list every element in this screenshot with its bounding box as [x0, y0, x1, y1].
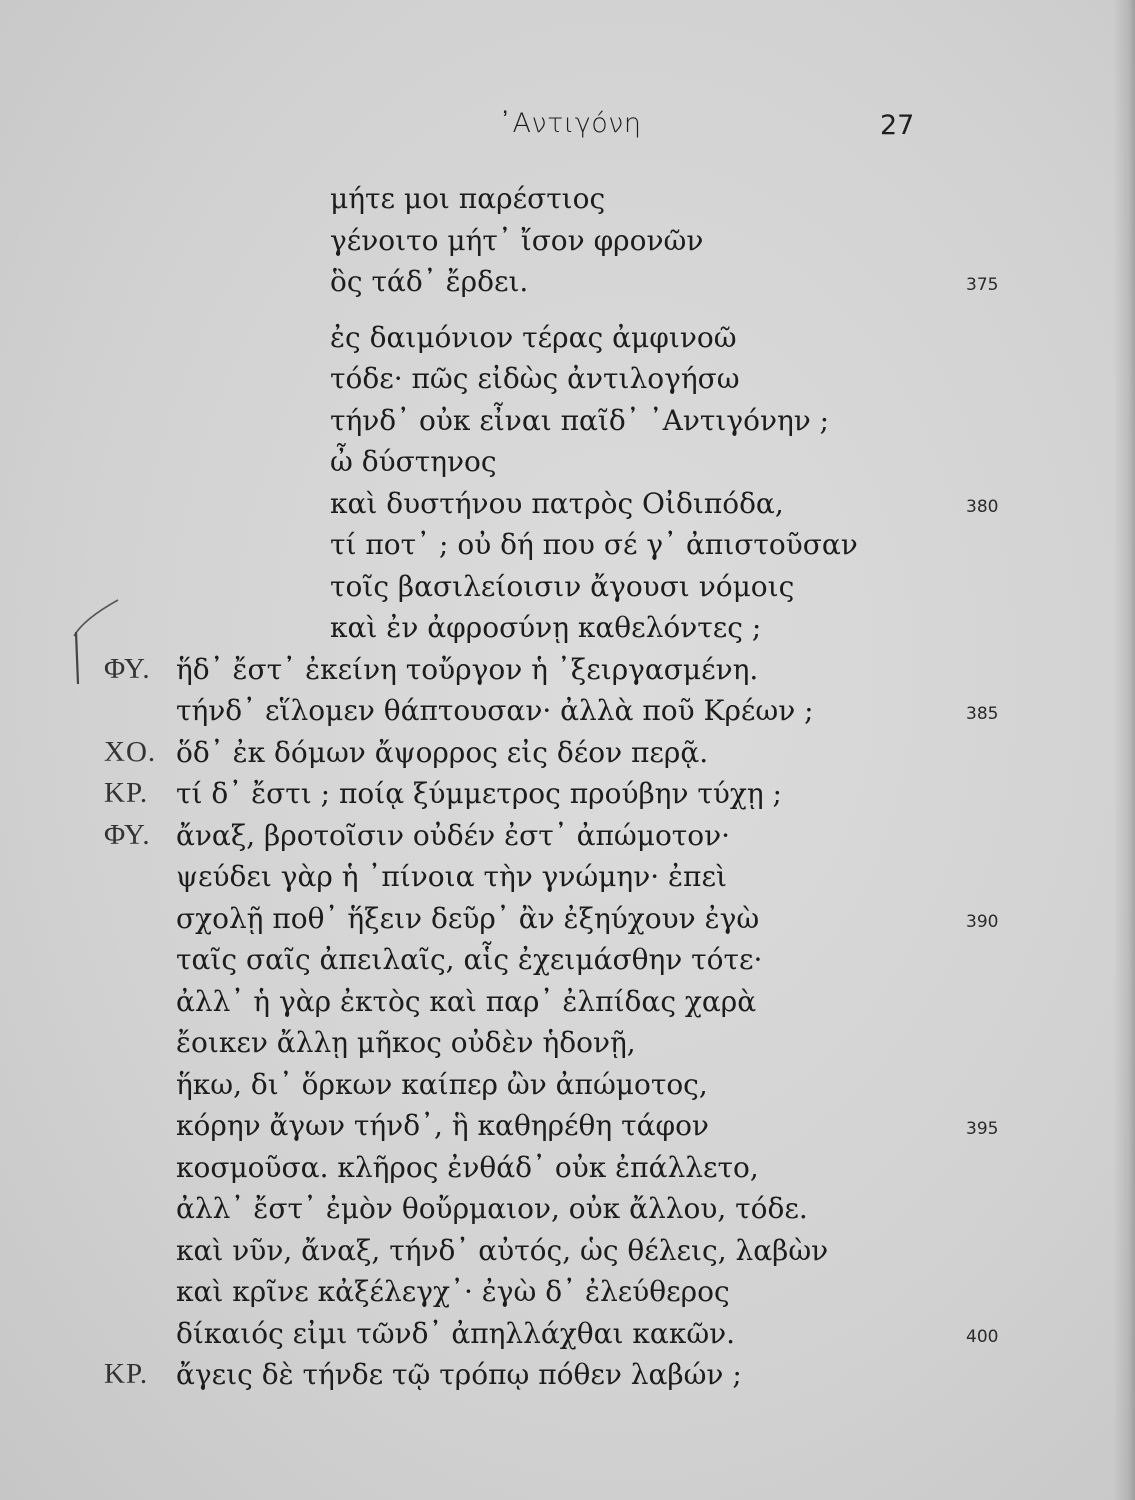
verse-line: [0, 860, 1135, 904]
verse-line: [0, 182, 1135, 226]
verse-text: μήτε μοι παρέστιος: [330, 182, 606, 215]
line-number: 375: [966, 275, 999, 295]
verse-text: καὶ ἐν ἀφροσύνῃ καθελόντες ;: [330, 611, 762, 644]
verse-line: [0, 487, 1135, 531]
verse-text: ὃς τάδ᾿ ἔρδει.: [330, 265, 529, 298]
verse-line: [0, 1026, 1135, 1070]
verse-text: ψεύδει γὰρ ἡ ᾿πίνοια τὴν γνώμην· ἐπεὶ: [176, 860, 727, 893]
verse-line: [0, 321, 1135, 365]
verse-line: [0, 362, 1135, 406]
verse-line: [0, 777, 1135, 821]
running-title: ᾿Αντιγόνη: [498, 108, 642, 139]
verse-text: ἐς δαιμόνιον τέρας ἀμφινοῶ: [330, 321, 737, 354]
speaker-label: ΦΥ.: [104, 653, 151, 685]
speaker-label: ΚΡ.: [104, 777, 149, 809]
verse-line: [0, 819, 1135, 863]
verse-text: ἄγεις δὲ τήνδε τῷ τρόπῳ πόθεν λαβών ;: [176, 1358, 742, 1391]
verse-text: σχολῇ ποθ᾿ ἥξειν δεῦρ᾿ ἂν ἐξηύχουν ἐγὼ: [176, 902, 760, 935]
verse-text: γένοιτο μήτ᾿ ἴσον φρονῶν: [330, 224, 704, 257]
speaker-label: ΧΟ.: [104, 736, 157, 768]
verse-text: ἀλλ᾿ ἡ γὰρ ἐκτὸς καὶ παρ᾿ ἐλπίδας χαρὰ: [176, 985, 757, 1018]
line-number: 395: [966, 1119, 999, 1139]
verse-line: [0, 1068, 1135, 1112]
verse-line: [0, 1358, 1135, 1402]
verse-line: [0, 653, 1135, 697]
verse-line: [0, 265, 1135, 309]
verse-line: [0, 404, 1135, 448]
verse-line: [0, 736, 1135, 780]
verse-line: [0, 943, 1135, 987]
verse-text: ἥδ᾿ ἔστ᾿ ἐκείνη τοὔργον ἡ ᾿ξειργασμένη.: [176, 653, 759, 686]
verse-line: [0, 570, 1135, 614]
verse-text: τήνδ᾿ εἵλομεν θάπτουσαν· ἀλλὰ ποῦ Κρέων ;: [176, 694, 814, 727]
speaker-label: ΦΥ.: [104, 819, 151, 851]
verse-text: τόδε· πῶς εἰδὼς ἀντιλογήσω: [330, 362, 740, 395]
verse-line: [0, 902, 1135, 946]
verse-line: [0, 1317, 1135, 1361]
verse-line: [0, 611, 1135, 655]
verse-line: [0, 694, 1135, 738]
verse-text: ἄναξ, βροτοῖσιν οὐδέν ἐστ᾿ ἀπώμοτον·: [176, 819, 731, 852]
verse-text: κόρην ἄγων τήνδ᾿, ἣ καθηρέθη τάφον: [176, 1109, 709, 1142]
verse-text: ἥκω, δι᾿ ὅρκων καίπερ ὢν ἀπώμοτος,: [176, 1068, 708, 1101]
page-number: 27: [880, 110, 915, 141]
line-number: 385: [966, 704, 999, 724]
verse-line: [0, 1275, 1135, 1319]
verse-line: [0, 1151, 1135, 1195]
verse-line: [0, 985, 1135, 1029]
verse-text: ὅδ᾿ ἐκ δόμων ἄψορρος εἰς δέον περᾷ.: [176, 736, 709, 769]
verse-line: [0, 1109, 1135, 1153]
verse-text: ἔοικεν ἄλλῃ μῆκος οὐδὲν ἡδονῇ,: [176, 1026, 636, 1059]
verse-text: ταῖς σαῖς ἀπειλαῖς, αἷς ἐχειμάσθην τότε·: [176, 943, 763, 976]
verse-text: τοῖς βασιλείοισιν ἄγουσι νόμοις: [330, 570, 795, 603]
verse-text: ἀλλ᾿ ἔστ᾿ ἐμὸν θοὔρμαιον, οὐκ ἄλλου, τόδε.: [176, 1192, 808, 1225]
verse-text: τί ποτ᾿ ; οὐ δή που σέ γ᾿ ἀπιστοῦσαν: [330, 528, 858, 561]
verse-line: [0, 1192, 1135, 1236]
verse-line: [0, 445, 1135, 489]
line-number: 390: [966, 912, 999, 932]
verse-line: [0, 528, 1135, 572]
line-number: 380: [966, 497, 999, 517]
verse-text: κοσμοῦσα. κλῆρος ἐνθάδ᾿ οὐκ ἐπάλλετο,: [176, 1151, 759, 1184]
verse-text: καὶ δυστήνου πατρὸς Οἰδιπόδα,: [330, 487, 784, 520]
verse-text: δίκαιός εἰμι τῶνδ᾿ ἀπηλλάχθαι κακῶν.: [176, 1317, 736, 1350]
line-number: 400: [966, 1327, 999, 1347]
verse-line: [0, 224, 1135, 268]
verse-text: τί δ᾿ ἔστι ; ποίᾳ ξύμμετρος προύβην τύχῃ ;: [176, 777, 782, 810]
verse-text: καὶ νῦν, ἄναξ, τήνδ᾿ αὐτός, ὡς θέλεις, λαβὼν: [176, 1234, 829, 1267]
verse-text: καὶ κρῖνε κἀξέλεγχ᾿· ἐγὼ δ᾿ ἐλεύθερος: [176, 1275, 730, 1308]
verse-line: [0, 1234, 1135, 1278]
verse-text: τήνδ᾿ οὐκ εἶναι παῖδ᾿ ᾿Αντιγόνην ;: [330, 404, 830, 437]
speaker-label: ΚΡ.: [104, 1358, 149, 1390]
verse-text: ὦ δύστηνος: [330, 445, 497, 478]
